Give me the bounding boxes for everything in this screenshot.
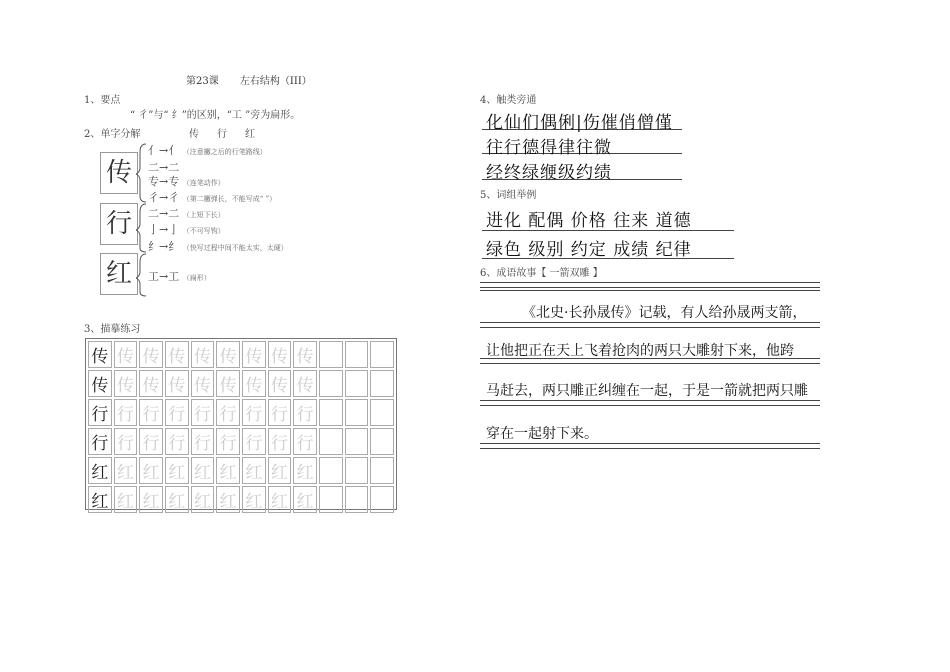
practice-line: 往行德得律往微 [486, 138, 612, 158]
stroke-row [148, 268, 368, 284]
double-ruled-line [480, 400, 820, 406]
trace-char-cell: 红 [293, 486, 317, 513]
stroke-row [148, 205, 368, 221]
trace-char-cell: 行 [114, 399, 138, 426]
trace-char-cell: 行 [165, 428, 189, 455]
stroke-pair: 专→专 [148, 175, 180, 188]
trace-char-cell: 传 [165, 341, 189, 368]
empty-practice-cell [345, 486, 369, 513]
stroke-note: （第二撇弹长，不能写成“ ”） [182, 195, 277, 203]
trace-char-cell: 红 [242, 486, 266, 513]
model-char-cell: 传 [88, 370, 112, 397]
section1-text: “ 彳”与“ 纟”的区别，“工 ”旁为扁形。 [130, 110, 301, 121]
trace-char-cell: 红 [216, 486, 240, 513]
trace-char-cell: 传 [139, 370, 163, 397]
practice-line: 化仙们偶俐|伤催俏僧僅 [486, 113, 673, 133]
tracing-practice-grid [85, 338, 397, 510]
story-line: 《北史·长孙晟传》记载，有人给孙晟两支箭， [522, 305, 807, 321]
story-line: 穿在一起射下来。 [486, 426, 598, 442]
trace-char-cell: 传 [293, 341, 317, 368]
trace-char-cell: 传 [268, 370, 292, 397]
trace-char-cell: 行 [216, 428, 240, 455]
trace-char-cell: 行 [139, 428, 163, 455]
stroke-note: （快写过程中间不能太实，太硬） [182, 244, 288, 252]
trace-char-cell: 红 [114, 486, 138, 513]
empty-practice-cell [319, 341, 343, 368]
empty-practice-cell [319, 370, 343, 397]
trace-char-cell: 红 [191, 457, 215, 484]
section1-heading: 1、要点 [84, 95, 121, 106]
empty-practice-cell [370, 486, 394, 513]
big-char-chuan: 传 [100, 152, 138, 194]
trace-char-cell: 行 [114, 428, 138, 455]
empty-practice-cell [345, 341, 369, 368]
empty-practice-cell [370, 399, 394, 426]
empty-practice-cell [345, 399, 369, 426]
stroke-pair: 亻→亻 [148, 144, 180, 157]
empty-practice-cell [345, 457, 369, 484]
story-line: 让他把正在天上飞着抢肉的两只大雕射下来，他跨 [486, 343, 794, 359]
empty-practice-cell [370, 428, 394, 455]
trace-char-cell: 传 [114, 370, 138, 397]
section5-heading: 5、词组举例 [480, 190, 537, 201]
trace-char-cell: 传 [165, 370, 189, 397]
trace-char-cell: 红 [268, 486, 292, 513]
trace-char-cell: 红 [139, 486, 163, 513]
stroke-pair: 二→二 [148, 207, 180, 220]
model-char-cell: 行 [88, 399, 112, 426]
page-title [186, 72, 312, 87]
model-char-cell: 红 [88, 486, 112, 513]
empty-practice-cell [319, 428, 343, 455]
trace-char-cell: 行 [293, 399, 317, 426]
story-line: 马赶去，两只雕正纠缠在一起，于是一箭就把两只雕 [486, 383, 808, 399]
empty-practice-cell [370, 370, 394, 397]
stroke-breakdown [148, 142, 368, 284]
stroke-note: （注意撇之后的行笔路线） [182, 148, 267, 156]
char-xing: 行 [217, 129, 245, 140]
trace-char-cell: 行 [216, 399, 240, 426]
trace-char-cell: 传 [242, 370, 266, 397]
model-char-cell: 红 [88, 457, 112, 484]
model-char-cell: 行 [88, 428, 112, 455]
section6-heading: 6、成语故事【 一箭双雕 】 [480, 268, 603, 279]
trace-char-cell: 传 [114, 341, 138, 368]
trace-char-cell: 行 [191, 399, 215, 426]
double-ruled-line [480, 322, 820, 328]
stroke-row [148, 238, 368, 268]
ruled-line [480, 290, 820, 291]
trace-char-cell: 红 [216, 457, 240, 484]
trace-char-cell: 行 [293, 428, 317, 455]
trace-char-cell: 红 [242, 457, 266, 484]
empty-practice-cell [370, 341, 394, 368]
practice-line: 经终绿缏级约绩 [486, 163, 612, 183]
stroke-pair: 工→工 [148, 270, 180, 283]
trace-char-cell: 传 [293, 370, 317, 397]
char-hong: 红 [245, 129, 273, 140]
trace-char-cell: 行 [242, 428, 266, 455]
trace-char-cell: 红 [293, 457, 317, 484]
word-line: 绿色 级别 约定 成绩 纪律 [486, 240, 692, 260]
big-char-hong: 红 [100, 253, 138, 295]
stroke-row [148, 159, 368, 173]
stroke-note: （上短下长） [182, 211, 225, 219]
trace-char-cell: 红 [268, 457, 292, 484]
stroke-row [148, 189, 368, 205]
trace-char-cell: 红 [191, 486, 215, 513]
char-chuan: 传 [189, 129, 217, 140]
trace-char-cell: 传 [216, 370, 240, 397]
word-line: 进化 配偶 价格 往来 道德 [486, 211, 692, 231]
empty-practice-cell [319, 457, 343, 484]
section2-heading: 2、单字分解 [84, 129, 141, 140]
trace-char-cell: 行 [242, 399, 266, 426]
stroke-row [148, 173, 368, 189]
big-char-xing: 行 [100, 203, 138, 245]
trace-char-cell: 行 [191, 428, 215, 455]
stroke-row [148, 221, 368, 238]
lesson-number: 第23课 [186, 76, 219, 87]
trace-char-cell: 行 [268, 399, 292, 426]
stroke-note: （扁形） [182, 274, 211, 282]
stroke-pair: 二→二 [148, 161, 180, 174]
trace-char-cell: 行 [139, 399, 163, 426]
trace-char-cell: 传 [191, 341, 215, 368]
stroke-pair: 亅→亅 [148, 223, 180, 236]
section4-heading: 4、触类旁通 [480, 95, 537, 106]
empty-practice-cell [370, 457, 394, 484]
trace-char-cell: 行 [165, 399, 189, 426]
trace-char-cell: 红 [165, 486, 189, 513]
section2-char-list [189, 125, 273, 140]
trace-char-cell: 传 [139, 341, 163, 368]
stroke-pair: 彳→彳 [148, 191, 180, 204]
stroke-pair: 纟→纟 [148, 240, 180, 253]
trace-char-cell: 传 [242, 341, 266, 368]
trace-char-cell: 传 [216, 341, 240, 368]
model-char-cell: 传 [88, 341, 112, 368]
stroke-note: （不可写钩） [182, 227, 225, 235]
trace-char-cell: 红 [114, 457, 138, 484]
trace-char-cell: 传 [268, 341, 292, 368]
double-ruled-line [480, 443, 820, 449]
section3-heading: 3、描摹练习 [84, 324, 141, 335]
lesson-topic: 左右结构（III） [239, 76, 312, 87]
trace-char-cell: 传 [191, 370, 215, 397]
empty-practice-cell [345, 370, 369, 397]
empty-practice-cell [345, 428, 369, 455]
empty-practice-cell [319, 486, 343, 513]
empty-practice-cell [319, 399, 343, 426]
stroke-row [148, 142, 368, 159]
double-ruled-line [480, 282, 820, 288]
trace-char-cell: 红 [139, 457, 163, 484]
trace-char-cell: 红 [165, 457, 189, 484]
trace-char-cell: 行 [268, 428, 292, 455]
stroke-note: （连笔动作） [182, 179, 225, 187]
